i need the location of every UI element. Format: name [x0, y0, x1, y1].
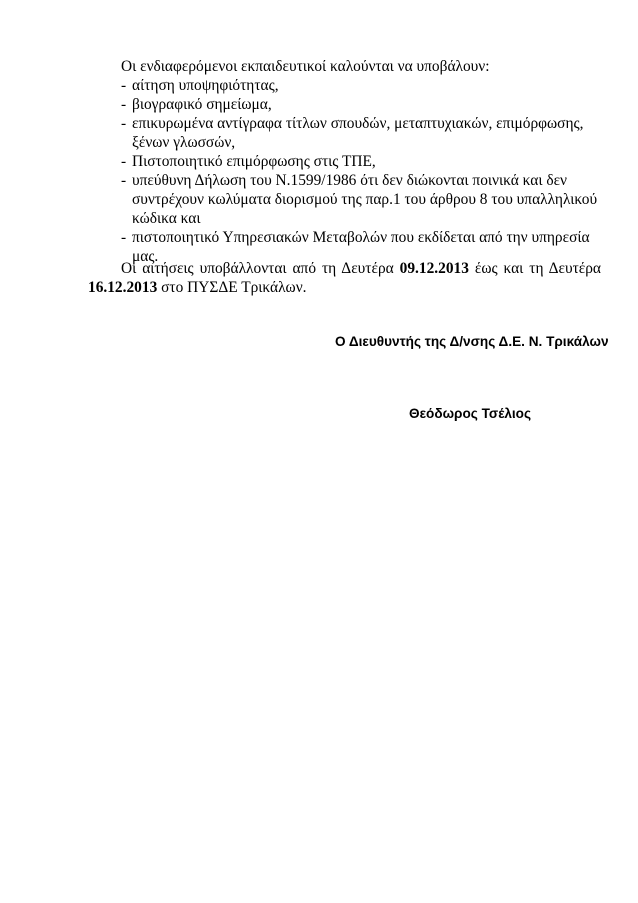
submission-suffix: στο ΠΥΣΔΕ Τρικάλων.	[157, 279, 307, 296]
requirement-item	[121, 95, 601, 114]
intro-text: Οι ενδιαφερόμενοι εκπαιδευτικοί καλούνται να υποβάλουν:	[121, 58, 490, 75]
requirement-text: επικυρωμένα αντίγραφα τίτλων σπουδών, μεταπτυχιακών, επιμόρφωσης, ξένων γλωσσών,	[132, 115, 584, 151]
requirement-text: αίτηση υποψηφιότητας,	[132, 77, 279, 94]
requirement-text: πιστοποιητικό Υπηρεσιακών Μεταβολών που εκδίδεται από την υπηρεσία μας.	[132, 229, 590, 265]
requirement-item	[121, 76, 601, 95]
requirement-item	[121, 171, 601, 228]
requirements-list	[121, 76, 601, 266]
requirement-text: υπεύθυνη Δήλωση του Ν.1599/1986 ότι δεν διώκονται ποινικά και δεν συντρέχουν κωλύματα διορισμού της παρ.1 του άρθρου 8 του υπαλληλικού κώδικα και	[132, 172, 598, 227]
requirement-text: βιογραφικό σημείωμα,	[132, 96, 272, 113]
start-date: 09.12.2013	[399, 260, 469, 277]
list-dash: -	[121, 96, 127, 113]
end-date: 16.12.2013	[88, 279, 158, 296]
submission-middle: έως και τη Δευτέρα	[468, 260, 601, 277]
requirement-item	[121, 114, 601, 152]
list-dash: -	[121, 77, 127, 94]
signature-name: Θεόδωρος Τσέλιος	[409, 406, 532, 421]
submission-paragraph	[88, 259, 601, 297]
requirement-text: Πιστοποιητικό επιμόρφωσης στις ΤΠΕ,	[132, 153, 376, 170]
signature-role: Ο Διευθυντής της Δ/νσης Δ.Ε. Ν. Τρικάλων	[335, 334, 609, 349]
requirement-item	[121, 152, 601, 171]
list-dash: -	[121, 153, 127, 170]
list-dash: -	[121, 229, 127, 246]
list-dash: -	[121, 172, 127, 189]
list-dash: -	[121, 115, 127, 132]
submission-prefix: Οι αιτήσεις υποβάλλονται από τη Δευτέρα	[121, 260, 400, 277]
